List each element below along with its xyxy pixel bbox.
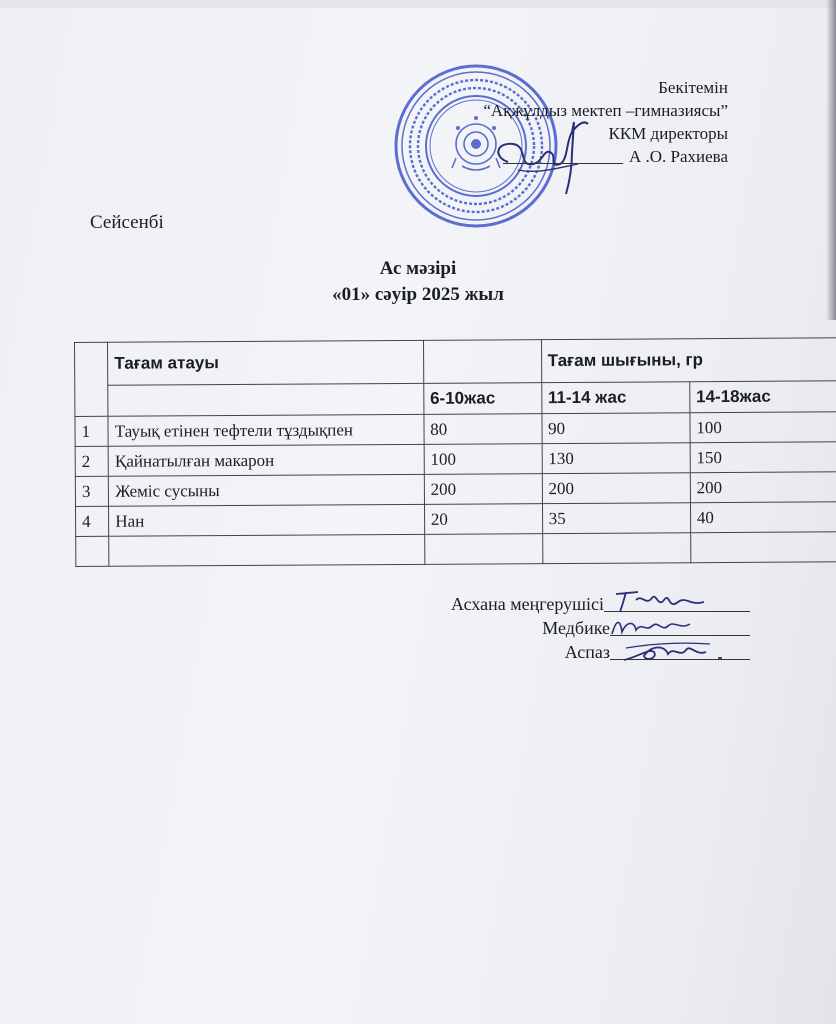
dish-name: Жеміс сусыны [109,474,425,506]
header-dish-name [108,340,424,385]
nurse-label: Медбике [542,618,610,638]
portion-value: 80 [424,414,542,445]
empty-cell [76,536,109,566]
header-usage-text: Тағам шығыны, гр [547,350,704,371]
dish-name: Тауық етінен тефтели тұздықпен [108,414,424,446]
row-number: 3 [75,476,108,506]
portion-value: 100 [424,444,542,475]
age-group-cell: 14-18жас [690,381,836,413]
table-row [76,502,836,537]
header-blank [423,340,541,384]
portion-value: 200 [690,472,836,503]
table-row [75,472,836,507]
cook-signature [620,638,750,666]
row-number: 2 [75,446,108,476]
table-row [75,412,836,447]
portion-value: 40 [690,502,836,533]
row-number: 1 [75,416,108,446]
age-group-cell: 6-10жас [423,383,541,415]
empty-cell [109,534,425,566]
menu-title: Ас мәзірі [379,258,457,279]
portion-value: 200 [424,474,542,505]
age-group-cell: 11-14 жас [541,382,689,414]
dish-name: Қайнатылған макарон [108,444,424,476]
empty-cell [542,533,690,564]
approval-school: “Ақжұлдыз мектеп –гимназиясы” [483,101,728,120]
header-dish-name-text: Тағам атауы [114,353,219,373]
portion-value: 130 [542,443,690,474]
dish-name: Нан [109,504,425,536]
approval-block [483,76,728,168]
menu-table [74,337,836,567]
approval-director-name: А .О. Рахиева [628,147,728,166]
approval-position: ККМ директоры [608,124,728,143]
empty-cell [424,534,542,565]
head-cook-signature [608,586,718,616]
table-header-row [75,338,836,386]
empty-cell [690,532,836,563]
menu-date: «01» сәуір 2025 жыл [332,284,504,305]
subheader-blank [108,383,424,416]
table-row [75,442,836,477]
header-number-cell [75,342,109,416]
head-cook-label: Асхана меңгерушісі [451,594,604,614]
portion-value: 150 [690,442,836,473]
director-signature-line [503,163,623,164]
weekday-label: Сейсенбі [90,212,164,233]
table-subheader-row [75,381,836,417]
portion-value: 100 [690,412,836,443]
row-number: 4 [76,506,109,536]
table-row-empty [76,532,836,567]
nurse-signature [606,614,706,640]
portion-value: 20 [424,504,542,535]
header-usage [541,338,836,383]
portion-value: 35 [542,503,690,534]
portion-value: 200 [542,473,690,504]
cook-label: Аспаз [564,642,610,662]
approval-director-line [483,145,728,168]
portion-value: 90 [542,413,690,444]
page-top-edge [0,0,836,8]
approval-title: Бекітемін [658,78,728,97]
